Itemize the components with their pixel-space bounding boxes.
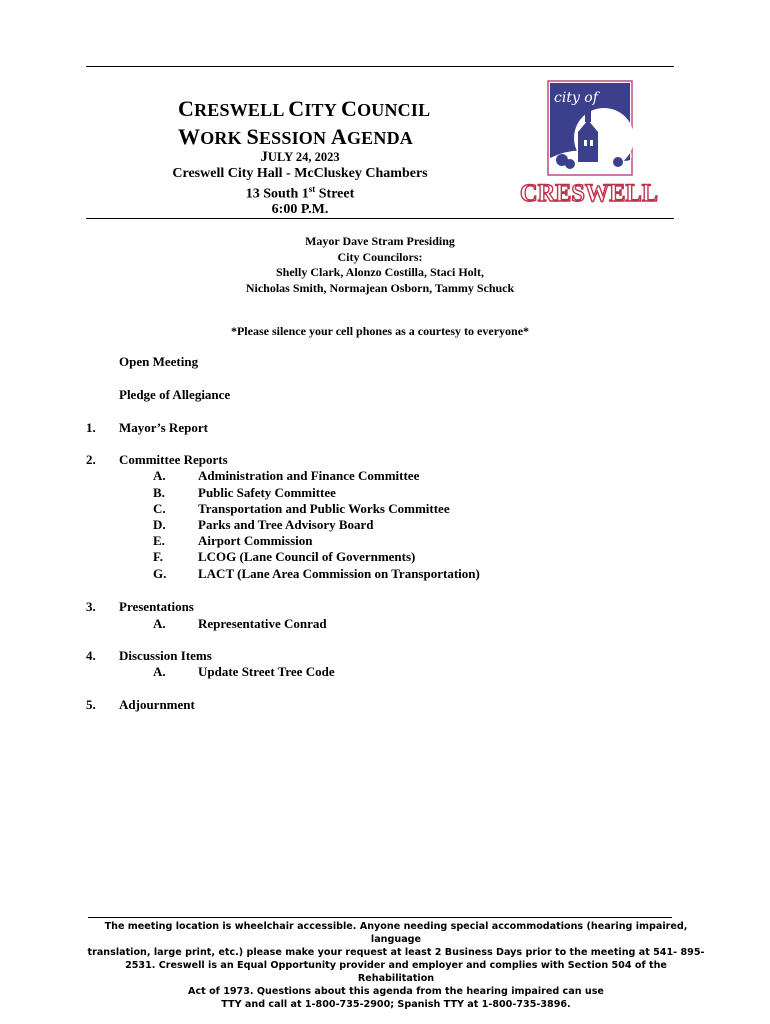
footer-line-1: The meeting location is wheelchair accessible. Anyone needing special accommodations (hearing impaired, language <box>104 921 688 945</box>
sub-item-letter: F. <box>153 549 163 564</box>
sub-item-admin-finance: Administration and Finance Committee <box>198 468 420 483</box>
councilors-line-1: Shelly Clark, Alonzo Costilla, Staci Holt, <box>275 265 484 279</box>
page-title: CRESWELL CITY COUNCIL <box>178 96 431 121</box>
meeting-address: 13 South 1st Street <box>245 184 355 202</box>
agenda-open-meeting: Open Meeting <box>119 354 199 369</box>
sub-item-transportation: Transportation and Public Works Committee <box>198 501 450 516</box>
agenda-item-number: 5. <box>86 697 96 712</box>
sub-item-representative-conrad: Representative Conrad <box>198 616 327 631</box>
sub-item-airport: Airport Commission <box>198 533 313 548</box>
sub-item-letter: E. <box>153 533 165 548</box>
agenda-item-committee-reports: Committee Reports <box>119 452 228 467</box>
courtesy-notice: *Please silence your cell phones as a courtesy to everyone* <box>230 324 530 338</box>
agenda-item-number: 2. <box>86 452 96 467</box>
footer-line-2: translation, large print, etc.) please make your request at least 2 Business Days prior to the meeting at 541- 895- <box>87 947 705 958</box>
accessibility-notice <box>86 920 706 1011</box>
top-rule <box>86 66 674 67</box>
footer-line-4: Act of 1973. Questions about this agenda from the hearing impaired can use <box>188 986 604 997</box>
presiding-officer: Mayor Dave Stram Presiding <box>305 234 455 248</box>
page-subtitle: WORK SESSION AGENDA <box>178 124 413 149</box>
logo-wordmark: CRESWELL <box>520 180 658 207</box>
agenda-pledge: Pledge of Allegiance <box>119 387 231 402</box>
agenda-item-number: 4. <box>86 648 96 663</box>
sub-item-letter: A. <box>153 616 166 631</box>
sub-item-letter: G. <box>153 566 167 581</box>
footer-line-5: TTY and call at 1-800-735-2900; Spanish TTY at 1-800-735-3896. <box>221 999 571 1010</box>
sub-item-lact: LACT (Lane Area Commission on Transportation) <box>198 566 480 581</box>
sub-item-lcog: LCOG (Lane Council of Governments) <box>198 549 416 564</box>
city-logo <box>518 80 660 208</box>
agenda-item-discussion: Discussion Items <box>119 648 212 663</box>
agenda-item-number: 1. <box>86 420 96 435</box>
meeting-time: 6:00 P.M. <box>271 202 329 217</box>
agenda-item-number: 3. <box>86 599 96 614</box>
logo-church <box>578 132 598 162</box>
creswell-logo-graphic <box>518 80 660 208</box>
footer-line-3: 2531. Creswell is an Equal Opportunity provider and employer and complies with Section 504 of the Rehabilitation <box>125 960 667 984</box>
agenda-item-presentations: Presentations <box>119 599 194 614</box>
sub-item-letter: B. <box>153 485 165 500</box>
meeting-location: Creswell City Hall - McCluskey Chambers <box>172 166 428 181</box>
sub-item-letter: C. <box>153 501 166 516</box>
logo-script-text: city of <box>554 90 598 106</box>
meeting-date: JULY 24, 2023 <box>260 149 340 165</box>
officials-block <box>86 234 674 296</box>
agenda-item-mayors-report: Mayor’s Report <box>119 420 208 435</box>
sub-item-parks-tree: Parks and Tree Advisory Board <box>198 517 374 532</box>
sub-item-street-tree-code: Update Street Tree Code <box>198 664 335 679</box>
header-bottom-rule <box>86 218 674 219</box>
sub-item-letter: A. <box>153 468 166 483</box>
footer-rule <box>88 917 672 918</box>
councilors-line-2: Nicholas Smith, Normajean Osborn, Tammy Schuck <box>245 280 515 295</box>
agenda-item-adjournment: Adjournment <box>119 697 195 712</box>
sub-item-public-safety: Public Safety Committee <box>198 485 336 500</box>
sub-item-letter: A. <box>153 664 166 679</box>
sub-item-letter: D. <box>153 517 166 532</box>
councilors-label: City Councilors: <box>337 249 423 264</box>
